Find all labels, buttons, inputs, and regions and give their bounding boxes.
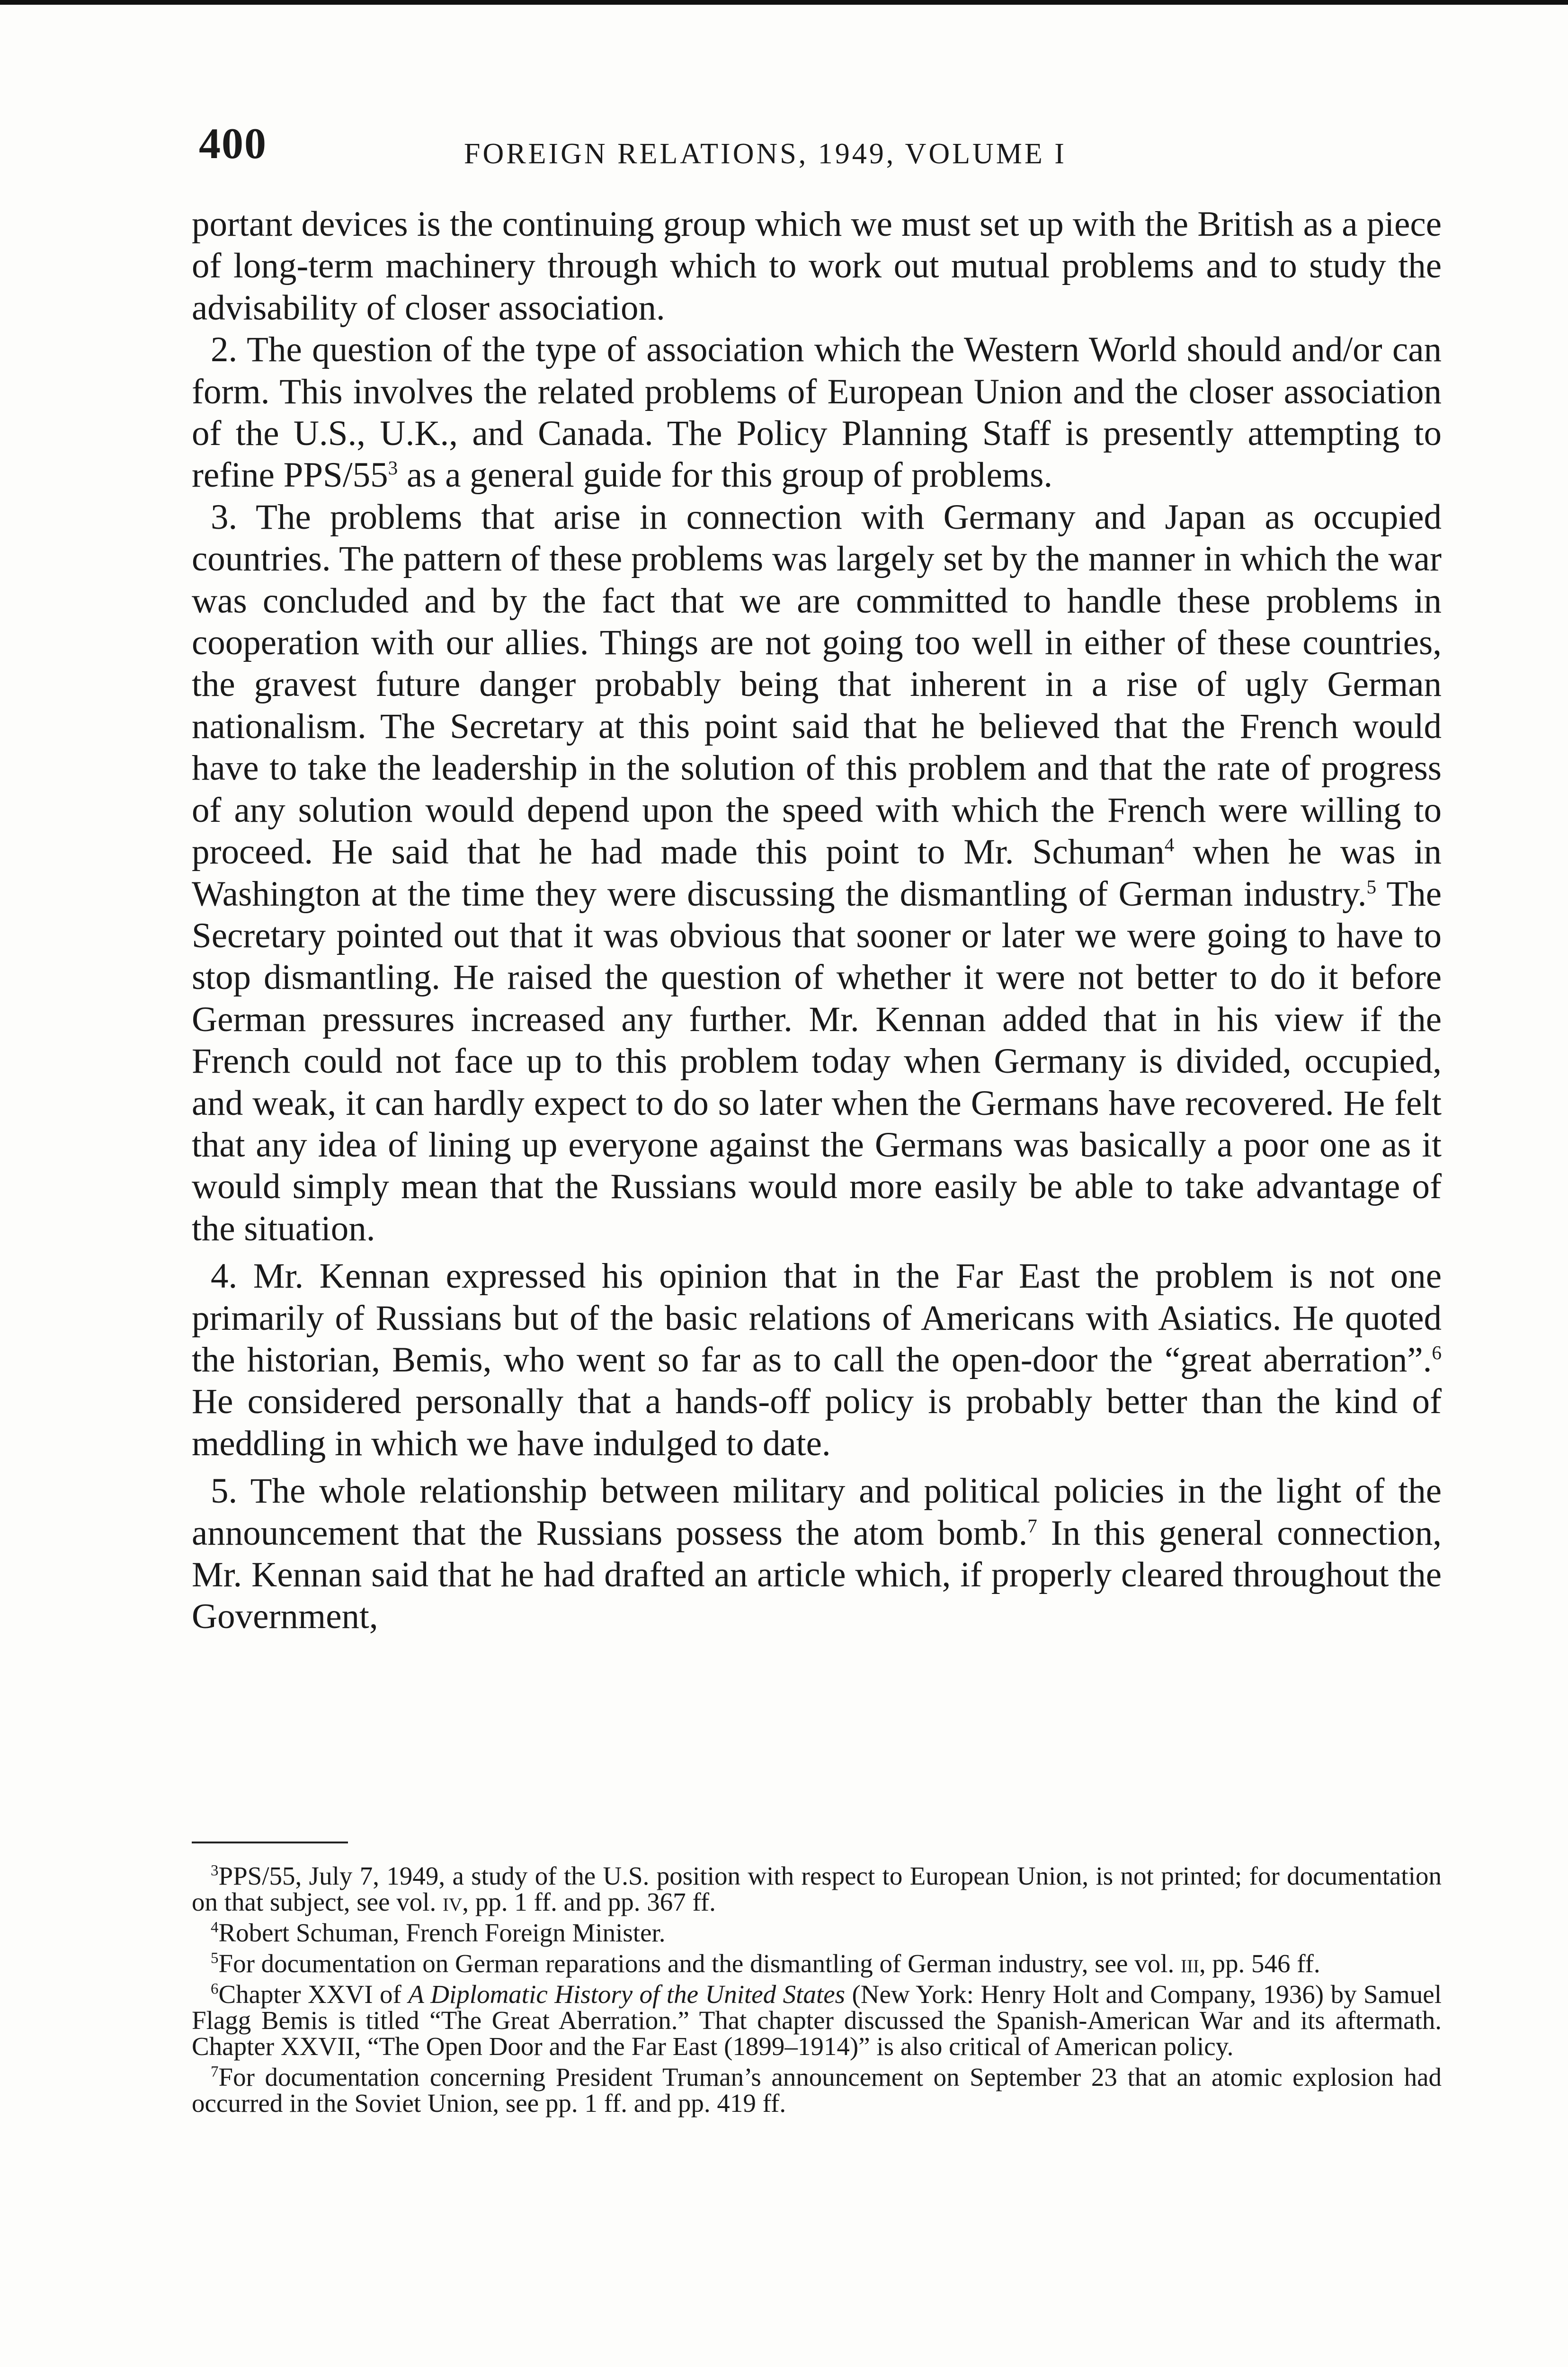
footnote-3: $^3$PPS/55, July 7, 1949, a study of the U.S. position with respect to European Union, is not printed; for documentation on that subject, see vol. iv, pp. 1 ff. and pp. 367 ff. (192, 1861, 1442, 1916)
footnote-4: $^4$Robert Schuman, French Foreign Minister. (211, 1918, 666, 1947)
book-title: A Diplomatic History of the United States (408, 1980, 846, 2009)
footnote-6: $^6$Chapter XXVI of A Diplomatic History of the United States (New York: Henry Holt and Company, 1936) by Samuel Flagg Bemis is titled “The Great Aberration.” That chapter discussed the Spanish-American War and its aftermath. Chapter XXVII, “The Open Door and the Far East (1899–1914)” is also critical of American policy. (192, 1980, 1442, 2061)
footnote-ref-6: 6 (1432, 1341, 1442, 1363)
paragraph-item-3: 3. The problems that arise in connection with Germany and Japan as occupied countries. The pattern of these problems was largely set by the manner in which the war was concluded and by the fact that we are committed to handle these problems in cooperation with our allies. Things are not going too well in either of these countries, the gravest future danger probably being that inherent in a rise of ugly German nationalism. The Secretary at this point said that he believed that the French would have to take the leadership in the solution of this problem and that the rate of progress of any solution would depend upon the speed with which the French were willing to proceed. He said that he had made this point to Mr. Schuman$^4$ when he was in Washington at the time they were discussing the dismantling of German industry.$^5$ The Secretary pointed out that it was obvious that sooner or later we were going to have to stop dismantling. He raised the question of whether it were not better to do it before German pressures increased any further. Mr. Kennan added that in his view if the French could not face up to this problem today when Germany is divided, occupied, and weak, it can hardly expect to do so later when the Germans have recovered. He felt that any idea of lining up everyone against the Germans was basically a poor one as it would simply mean that the Russians would more easily be able to take advantage of the situation. (192, 497, 1442, 1248)
running-head: FOREIGN RELATIONS, 1949, VOLUME I (464, 138, 1067, 170)
footnote-ref-7: 7 (1027, 1514, 1037, 1537)
paragraph-item-5: 5. The whole relationship between military and political policies in the light of the announcement that the Russians possess the atom bomb.$^7$ In this general connection, Mr. Kennan said that he had drafted an article which, if properly cleared throughout the Government, (192, 1471, 1442, 1637)
paragraph-item-4: 4. Mr. Kennan expressed his opinion that in the Far East the problem is not one primarily of Russians but of the basic relations of Americans with Asiatics. He quoted the historian, Bemis, who went so far as to call the open-door the “great aberration”.$^6$ He considered personally that a hands-off policy is probably better than the kind of meddling in which we have indulged to date. (192, 1256, 1442, 1463)
footnote-ref-5: 5 (1366, 875, 1377, 898)
footnote-ref-4: 4 (1164, 834, 1175, 856)
page-header (199, 118, 1449, 180)
scan-top-edge (0, 0, 1568, 5)
main-text (192, 204, 1442, 1638)
footnote-5: $^5$For documentation on German reparations and the dismantling of German industry, see vol. iii, pp. 546 ff. (211, 1949, 1320, 1978)
footnote-7: $^7$For documentation concerning President Truman’s announcement on September 23 that an atomic explosion had occurred in the Soviet Union, see pp. 1 ff. and pp. 419 ff. (192, 2063, 1442, 2118)
page-number: 400 (199, 119, 267, 168)
paragraph-item-2: 2. The question of the type of association which the Western World should and/or can form. This involves the related problems of European Union and the closer association of the U.S., U.K., and Canada. The Policy Planning Staff is presently attempting to refine PPS/$55^3$ as a general guide for this group of problems. (192, 330, 1442, 495)
paragraph-continuation: portant devices is the continuing group which we must set up with the British as a piece of long-term machinery through which to work out mutual problems and to study the advisability of closer association. (192, 205, 1442, 328)
footnote-divider (192, 1842, 348, 1843)
footnotes (192, 1863, 1442, 2116)
footnote-ref-3: 3 (388, 457, 398, 479)
